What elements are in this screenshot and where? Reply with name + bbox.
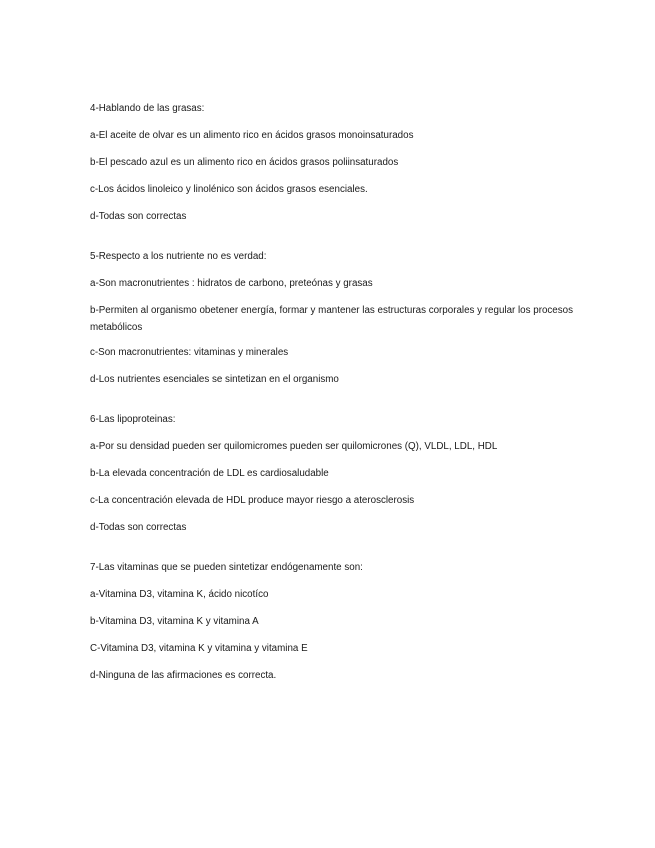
question-title: 7-Las vitaminas que se pueden sintetizar endógenamente son: [90,562,363,573]
option-c: c-La concentración elevada de HDL produce mayor riesgo a aterosclerosis [90,495,415,506]
option-c: C-Vitamina D3, vitamina K y vitamina y vitamina E [90,643,308,654]
question-title: 5-Respecto a los nutriente no es verdad: [90,251,267,262]
option-a: a-El aceite de olvar es un alimento rico en ácidos grasos monoinsaturados [90,130,414,141]
option-b: b-La elevada concentración de LDL es cardiosaludable [90,468,329,479]
document-content [90,102,580,709]
option-a: a-Por su densidad pueden ser quilomicromes pueden ser quilomicrones (Q), VLDL, LDL, HDL [90,441,498,452]
option-c: c-Los ácidos linoleico y linolénico son ácidos grasos esenciales. [90,184,368,195]
option-b: b-Permiten al organismo obetener energía, formar y mantener las estructuras corporales y regular los procesos metabólicos [90,305,573,333]
option-b: b-Vitamina D3, vitamina K y vitamina A [90,616,259,627]
option-d: d-Los nutrientes esenciales se sintetizan en el organismo [90,374,339,385]
option-a: a-Son macronutrientes : hidratos de carbono, preteónas y grasas [90,278,373,289]
question-6 [90,413,580,534]
question-title: 4-Hablando de las grasas: [90,103,205,114]
option-a: a-Vitamina D3, vitamina K, ácido nicotíco [90,589,269,600]
question-5 [90,250,580,386]
option-d: d-Ninguna de las afirmaciones es correcta. [90,670,277,681]
option-b: b-El pescado azul es un alimento rico en ácidos grasos poliinsaturados [90,157,399,168]
question-7 [90,561,580,682]
option-c: c-Son macronutrientes: vitaminas y minerales [90,347,289,358]
question-4 [90,102,580,223]
option-d: d-Todas son correctas [90,211,187,222]
question-title: 6-Las lipoproteinas: [90,414,176,425]
option-d: d-Todas son correctas [90,522,187,533]
